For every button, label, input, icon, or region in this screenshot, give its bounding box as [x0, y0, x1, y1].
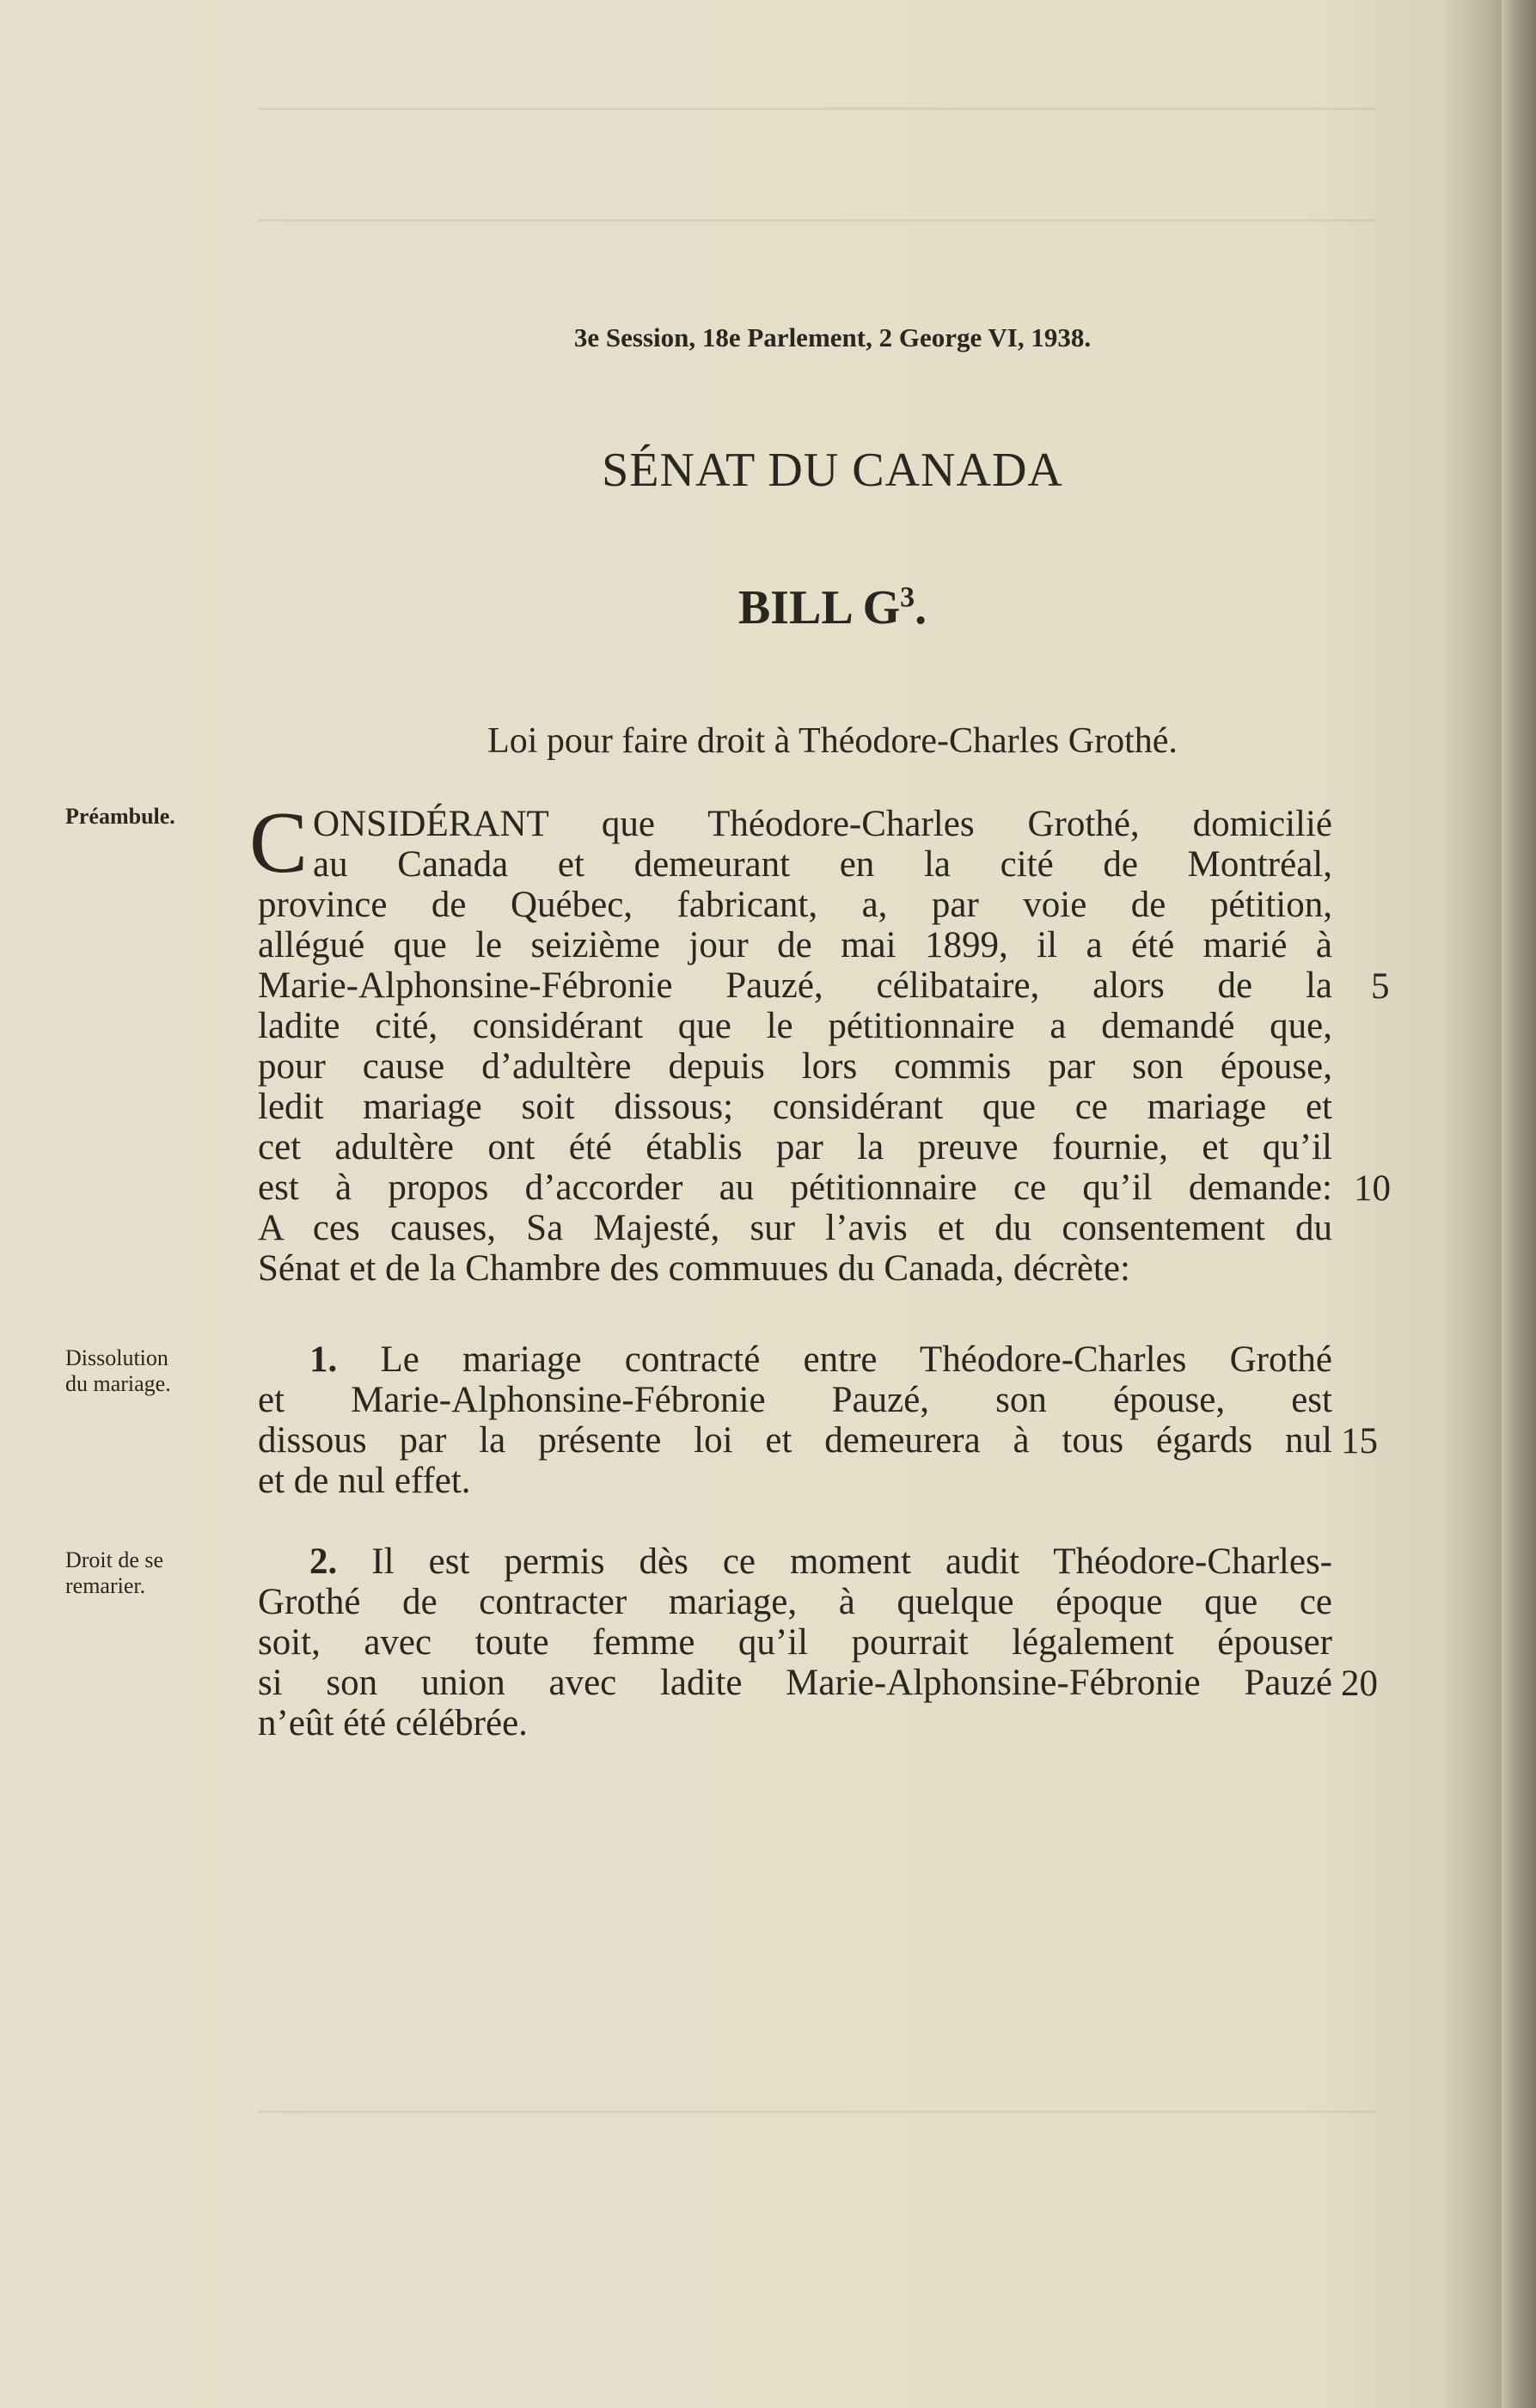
text-line: Marie-Alphonsine-Fébronie Pauzé, célibataire, alors de la: [258, 965, 1332, 1006]
line-number: 10: [1354, 1168, 1391, 1209]
line-number: 15: [1341, 1421, 1378, 1461]
section-2: [258, 1541, 1332, 1743]
text-line: [258, 1541, 1332, 1582]
text-line: n’eût été célébrée.: [258, 1703, 528, 1743]
bleed-through-line: [258, 107, 1375, 110]
text-line: [258, 1339, 1332, 1380]
text-line: est à propos d’accorder au pétitionnaire ce qu’il demande:: [258, 1167, 1332, 1208]
bill-title: Loi pour faire droit à Théodore-Charles Grothé.: [487, 721, 1178, 761]
text-line: soit, avec toute femme qu’il pourrait légalement épouser: [258, 1622, 1332, 1663]
text-line: cet adultère ont été établis par la preuve fournie, et qu’il: [258, 1127, 1332, 1167]
bleed-through-line: [258, 2111, 1375, 2113]
margin-note-section1: [65, 1345, 224, 1397]
text-line: et de nul effet.: [258, 1461, 471, 1501]
line-number: 5: [1371, 966, 1390, 1007]
drop-cap: C: [249, 794, 309, 892]
text-line: allégué que le seizième jour de mai 1899, il a été marié à: [258, 925, 1332, 965]
text-line: ledit mariage soit dissous; considérant que ce mariage et: [258, 1087, 1332, 1127]
book-spine-shadow: [1502, 0, 1536, 2408]
section-number: 1.: [309, 1339, 338, 1380]
text-line: et Marie-Alphonsine-Fébronie Pauzé, son épouse, est: [258, 1380, 1332, 1420]
text-line: ONSIDÉRANT que Théodore-Charles Grothé, domicilié: [313, 804, 1332, 844]
preamble-text: [249, 794, 1332, 1289]
text-line: si son union avec ladite Marie-Alphonsine-Fébronie Pauzé: [258, 1663, 1332, 1703]
bleed-through-line: [258, 219, 1375, 222]
session-header: 3e Session, 18e Parlement, 2 George VI, 1938.: [573, 322, 1092, 352]
line-number: 20: [1341, 1664, 1378, 1704]
section-text: Il est permis dès ce moment audit Théodore-Charles-: [371, 1541, 1332, 1582]
section-number: 2.: [309, 1541, 338, 1582]
margin-note-line: du mariage.: [65, 1371, 171, 1396]
text-line: Grothé de contracter mariage, à quelque époque que ce: [258, 1582, 1332, 1622]
bill-number-suffix: .: [915, 581, 927, 634]
bill-number-sup: 3: [900, 581, 915, 614]
bill-number: [0, 580, 1536, 635]
text-line: pour cause d’adultère depuis lors commis par son épouse,: [258, 1046, 1332, 1087]
text-line: dissous par la présente loi et demeurera à tous égards nul: [258, 1420, 1332, 1461]
margin-note-line: Dissolution: [65, 1345, 168, 1370]
text-line: province de Québec, fabricant, a, par voie de pétition,: [258, 885, 1332, 925]
text-line: A ces causes, Sa Majesté, sur l’avis et du consentement du: [258, 1208, 1332, 1248]
margin-note-line: Droit de se: [65, 1547, 164, 1572]
margin-note-section2: [65, 1547, 224, 1599]
section-1: [258, 1339, 1332, 1501]
bill-number-prefix: BILL G: [737, 581, 901, 634]
text-line: au Canada et demeurant en la cité de Montréal,: [313, 844, 1332, 885]
section-text: Le mariage contracté entre Théodore-Charles Grothé: [380, 1339, 1332, 1380]
margin-note-preamble: Préambule.: [65, 804, 175, 829]
margin-note-line: remarier.: [65, 1573, 146, 1598]
text-line: Sénat et de la Chambre des commuues du Canada, décrète:: [258, 1248, 1130, 1289]
text-line: ladite cité, considérant que le pétitionnaire a demandé que,: [258, 1006, 1332, 1046]
house-title: SÉNAT DU CANADA: [602, 444, 1063, 497]
